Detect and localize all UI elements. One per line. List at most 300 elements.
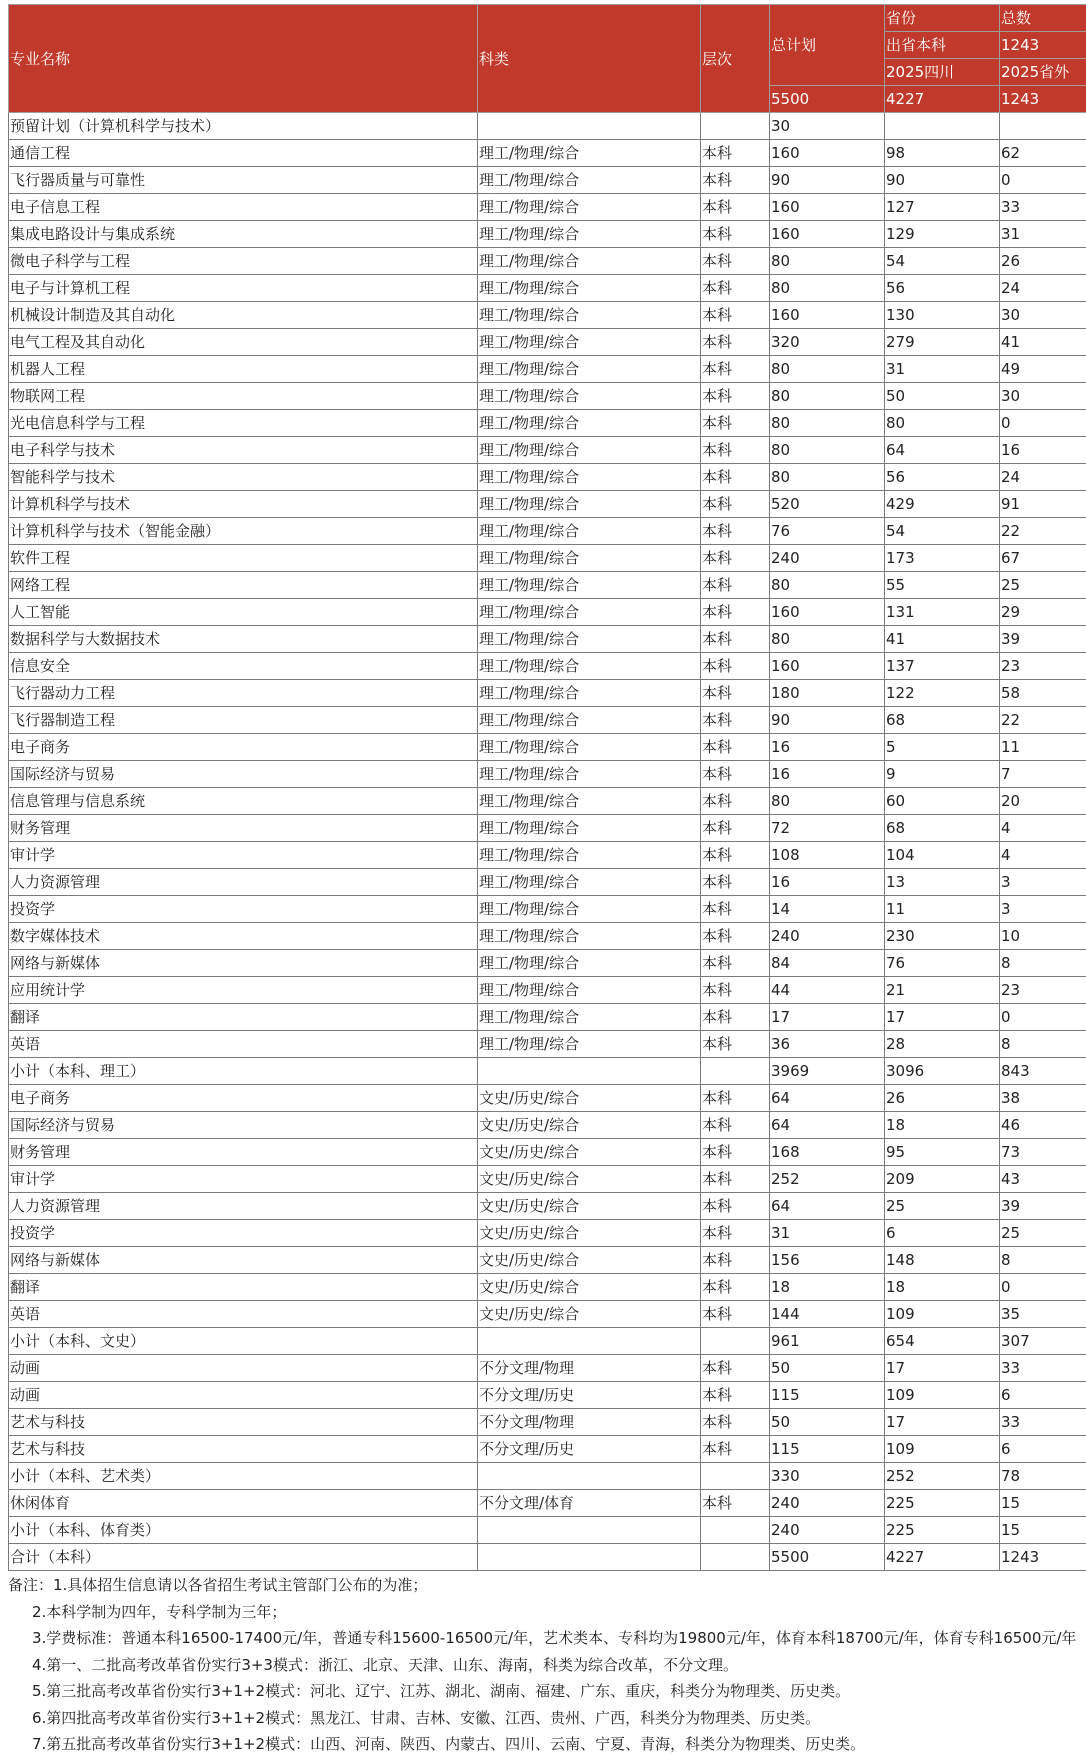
level-cell xyxy=(701,1058,770,1085)
outside-cell: 30 xyxy=(1000,302,1086,329)
table-row xyxy=(9,1463,1086,1490)
category-cell xyxy=(478,1463,701,1490)
category-cell: 不分文理/历史 xyxy=(478,1436,701,1463)
outside-cell: 0 xyxy=(1000,1004,1086,1031)
category-cell xyxy=(478,1544,701,1571)
level-cell: 本科 xyxy=(701,950,770,977)
major-name-cell: 翻译 xyxy=(9,1004,478,1031)
outside-cell: 16 xyxy=(1000,437,1086,464)
category-cell xyxy=(478,1058,701,1085)
outside-cell: 26 xyxy=(1000,248,1086,275)
sichuan-cell: 429 xyxy=(885,491,1000,518)
sichuan-cell: 90 xyxy=(885,167,1000,194)
table-row xyxy=(9,302,1086,329)
total-plan-cell: 80 xyxy=(770,626,885,653)
sichuan-cell: 4227 xyxy=(885,1544,1000,1571)
table-row xyxy=(9,113,1086,140)
outside-cell: 25 xyxy=(1000,572,1086,599)
sichuan-cell: 6 xyxy=(885,1220,1000,1247)
total-plan-cell: 17 xyxy=(770,1004,885,1031)
total-plan-cell: 80 xyxy=(770,572,885,599)
table-row xyxy=(9,1247,1086,1274)
outside-cell: 33 xyxy=(1000,1355,1086,1382)
outside-cell: 0 xyxy=(1000,1274,1086,1301)
major-name-cell: 集成电路设计与集成系统 xyxy=(9,221,478,248)
sichuan-cell: 131 xyxy=(885,599,1000,626)
note-line: 3.学费标准：普通本科16500-17400元/年，普通专科15600-16500元/年，艺术类本、专科均为19800元/年，体育本科18700元/年，体育专科16500元/年 xyxy=(8,1625,1086,1652)
category-cell: 不分文理/历史 xyxy=(478,1382,701,1409)
category-cell: 不分文理/体育 xyxy=(478,1490,701,1517)
category-cell: 理工/物理/综合 xyxy=(478,707,701,734)
table-row xyxy=(9,761,1086,788)
sichuan-cell: 54 xyxy=(885,248,1000,275)
header-sichuan-total: 4227 xyxy=(885,86,1000,113)
header-total-count: 总数 xyxy=(1000,5,1086,32)
sichuan-cell: 9 xyxy=(885,761,1000,788)
level-cell: 本科 xyxy=(701,356,770,383)
total-plan-cell: 144 xyxy=(770,1301,885,1328)
total-plan-cell: 30 xyxy=(770,113,885,140)
major-name-cell: 英语 xyxy=(9,1301,478,1328)
major-name-cell: 预留计划（计算机科学与技术） xyxy=(9,113,478,140)
outside-cell: 7 xyxy=(1000,761,1086,788)
outside-cell: 49 xyxy=(1000,356,1086,383)
enrollment-table xyxy=(8,4,1086,1571)
major-name-cell: 电子商务 xyxy=(9,734,478,761)
category-cell: 理工/物理/综合 xyxy=(478,653,701,680)
table-row xyxy=(9,1085,1086,1112)
total-plan-cell: 252 xyxy=(770,1166,885,1193)
category-cell: 理工/物理/综合 xyxy=(478,248,701,275)
category-cell: 理工/物理/综合 xyxy=(478,518,701,545)
total-plan-cell: 961 xyxy=(770,1328,885,1355)
total-plan-cell: 18 xyxy=(770,1274,885,1301)
sichuan-cell: 25 xyxy=(885,1193,1000,1220)
total-plan-cell: 64 xyxy=(770,1112,885,1139)
sichuan-cell: 3096 xyxy=(885,1058,1000,1085)
major-name-cell: 电子与计算机工程 xyxy=(9,275,478,302)
outside-cell: 15 xyxy=(1000,1490,1086,1517)
table-row xyxy=(9,977,1086,1004)
sichuan-cell: 279 xyxy=(885,329,1000,356)
category-cell: 理工/物理/综合 xyxy=(478,896,701,923)
outside-cell: 20 xyxy=(1000,788,1086,815)
major-name-cell: 计算机科学与技术 xyxy=(9,491,478,518)
level-cell: 本科 xyxy=(701,977,770,1004)
level-cell: 本科 xyxy=(701,545,770,572)
outside-cell: 0 xyxy=(1000,410,1086,437)
sichuan-cell: 18 xyxy=(885,1274,1000,1301)
level-cell: 本科 xyxy=(701,329,770,356)
sichuan-cell: 68 xyxy=(885,707,1000,734)
sichuan-cell: 252 xyxy=(885,1463,1000,1490)
category-cell xyxy=(478,1328,701,1355)
sichuan-cell: 64 xyxy=(885,437,1000,464)
level-cell: 本科 xyxy=(701,815,770,842)
major-name-cell: 电子科学与技术 xyxy=(9,437,478,464)
sichuan-cell: 225 xyxy=(885,1490,1000,1517)
category-cell: 理工/物理/综合 xyxy=(478,869,701,896)
sichuan-cell: 109 xyxy=(885,1301,1000,1328)
category-cell: 理工/物理/综合 xyxy=(478,842,701,869)
header-category: 科类 xyxy=(478,5,701,113)
level-cell: 本科 xyxy=(701,1436,770,1463)
category-cell: 理工/物理/综合 xyxy=(478,1031,701,1058)
header-sichuan: 2025四川 xyxy=(885,59,1000,86)
table-row xyxy=(9,1031,1086,1058)
sichuan-cell: 95 xyxy=(885,1139,1000,1166)
major-name-cell: 飞行器制造工程 xyxy=(9,707,478,734)
total-plan-cell: 115 xyxy=(770,1436,885,1463)
level-cell: 本科 xyxy=(701,842,770,869)
table-row xyxy=(9,194,1086,221)
table-row xyxy=(9,1436,1086,1463)
level-cell: 本科 xyxy=(701,923,770,950)
header-grand-total: 5500 xyxy=(770,86,885,113)
note-line: 6.第四批高考改革省份实行3+1+2模式：黑龙江、甘肃、吉林、安徽、江西、贵州、广西，科类分为物理类、历史类。 xyxy=(8,1705,1086,1732)
table-row xyxy=(9,950,1086,977)
major-name-cell: 艺术与科技 xyxy=(9,1409,478,1436)
sichuan-cell: 122 xyxy=(885,680,1000,707)
level-cell xyxy=(701,113,770,140)
level-cell: 本科 xyxy=(701,707,770,734)
outside-cell: 22 xyxy=(1000,707,1086,734)
total-plan-cell: 240 xyxy=(770,1490,885,1517)
major-name-cell: 小计（本科、体育类） xyxy=(9,1517,478,1544)
total-plan-cell: 16 xyxy=(770,734,885,761)
level-cell: 本科 xyxy=(701,572,770,599)
table-row xyxy=(9,599,1086,626)
outside-cell: 23 xyxy=(1000,653,1086,680)
total-plan-cell: 168 xyxy=(770,1139,885,1166)
major-name-cell: 应用统计学 xyxy=(9,977,478,1004)
category-cell: 文史/历史/综合 xyxy=(478,1193,701,1220)
sichuan-cell: 5 xyxy=(885,734,1000,761)
total-plan-cell: 80 xyxy=(770,788,885,815)
outside-cell: 78 xyxy=(1000,1463,1086,1490)
outside-cell: 33 xyxy=(1000,1409,1086,1436)
category-cell: 理工/物理/综合 xyxy=(478,734,701,761)
sichuan-cell: 98 xyxy=(885,140,1000,167)
category-cell: 理工/物理/综合 xyxy=(478,329,701,356)
level-cell: 本科 xyxy=(701,437,770,464)
level-cell: 本科 xyxy=(701,518,770,545)
sichuan-cell: 130 xyxy=(885,302,1000,329)
sichuan-cell: 50 xyxy=(885,383,1000,410)
outside-cell: 46 xyxy=(1000,1112,1086,1139)
table-row xyxy=(9,707,1086,734)
level-cell: 本科 xyxy=(701,1247,770,1274)
major-name-cell: 网络与新媒体 xyxy=(9,950,478,977)
table-row xyxy=(9,248,1086,275)
total-plan-cell: 156 xyxy=(770,1247,885,1274)
level-cell: 本科 xyxy=(701,1490,770,1517)
header-total-plan: 总计划 xyxy=(770,5,885,86)
outside-cell: 35 xyxy=(1000,1301,1086,1328)
level-cell: 本科 xyxy=(701,1355,770,1382)
total-plan-cell: 80 xyxy=(770,356,885,383)
header-row-1 xyxy=(9,5,1086,32)
sichuan-cell: 26 xyxy=(885,1085,1000,1112)
total-plan-cell: 31 xyxy=(770,1220,885,1247)
major-name-cell: 艺术与科技 xyxy=(9,1436,478,1463)
total-plan-cell: 80 xyxy=(770,248,885,275)
major-name-cell: 国际经济与贸易 xyxy=(9,761,478,788)
table-row xyxy=(9,1301,1086,1328)
table-row xyxy=(9,1544,1086,1571)
table-row xyxy=(9,437,1086,464)
total-plan-cell: 80 xyxy=(770,383,885,410)
category-cell: 文史/历史/综合 xyxy=(478,1085,701,1112)
sichuan-cell: 41 xyxy=(885,626,1000,653)
outside-cell: 39 xyxy=(1000,1193,1086,1220)
total-plan-cell: 80 xyxy=(770,275,885,302)
level-cell: 本科 xyxy=(701,464,770,491)
sichuan-cell: 28 xyxy=(885,1031,1000,1058)
level-cell: 本科 xyxy=(701,1382,770,1409)
outside-cell: 23 xyxy=(1000,977,1086,1004)
level-cell: 本科 xyxy=(701,1031,770,1058)
category-cell: 理工/物理/综合 xyxy=(478,599,701,626)
category-cell: 文史/历史/综合 xyxy=(478,1166,701,1193)
total-plan-cell: 320 xyxy=(770,329,885,356)
level-cell xyxy=(701,1328,770,1355)
table-row xyxy=(9,221,1086,248)
table-row xyxy=(9,680,1086,707)
total-plan-cell: 72 xyxy=(770,815,885,842)
category-cell: 理工/物理/综合 xyxy=(478,302,701,329)
total-plan-cell: 14 xyxy=(770,896,885,923)
total-plan-cell: 160 xyxy=(770,599,885,626)
table-row xyxy=(9,923,1086,950)
outside-cell: 3 xyxy=(1000,896,1086,923)
table-row xyxy=(9,626,1086,653)
major-name-cell: 投资学 xyxy=(9,1220,478,1247)
outside-cell: 33 xyxy=(1000,194,1086,221)
sichuan-cell: 56 xyxy=(885,464,1000,491)
category-cell: 理工/物理/综合 xyxy=(478,545,701,572)
table-row xyxy=(9,1058,1086,1085)
total-plan-cell: 108 xyxy=(770,842,885,869)
category-cell xyxy=(478,1517,701,1544)
sichuan-cell: 60 xyxy=(885,788,1000,815)
sichuan-cell: 109 xyxy=(885,1382,1000,1409)
major-name-cell: 计算机科学与技术（智能金融） xyxy=(9,518,478,545)
table-row xyxy=(9,842,1086,869)
sichuan-cell: 104 xyxy=(885,842,1000,869)
sichuan-cell: 129 xyxy=(885,221,1000,248)
major-name-cell: 财务管理 xyxy=(9,815,478,842)
outside-cell: 15 xyxy=(1000,1517,1086,1544)
major-name-cell: 光电信息科学与工程 xyxy=(9,410,478,437)
level-cell: 本科 xyxy=(701,1274,770,1301)
level-cell: 本科 xyxy=(701,1409,770,1436)
table-row xyxy=(9,788,1086,815)
total-plan-cell: 5500 xyxy=(770,1544,885,1571)
level-cell xyxy=(701,1544,770,1571)
total-plan-cell: 330 xyxy=(770,1463,885,1490)
outside-cell: 10 xyxy=(1000,923,1086,950)
level-cell xyxy=(701,1463,770,1490)
category-cell: 不分文理/物理 xyxy=(478,1355,701,1382)
sichuan-cell: 148 xyxy=(885,1247,1000,1274)
total-plan-cell: 50 xyxy=(770,1355,885,1382)
table-row xyxy=(9,1274,1086,1301)
category-cell: 理工/物理/综合 xyxy=(478,815,701,842)
outside-cell: 91 xyxy=(1000,491,1086,518)
table-row xyxy=(9,1139,1086,1166)
table-row xyxy=(9,491,1086,518)
major-name-cell: 动画 xyxy=(9,1382,478,1409)
header-out-province-undergrad: 出省本科 xyxy=(885,32,1000,59)
level-cell: 本科 xyxy=(701,140,770,167)
category-cell: 文史/历史/综合 xyxy=(478,1220,701,1247)
major-name-cell: 机械设计制造及其自动化 xyxy=(9,302,478,329)
level-cell: 本科 xyxy=(701,599,770,626)
table-row xyxy=(9,1166,1086,1193)
outside-cell: 29 xyxy=(1000,599,1086,626)
major-name-cell: 审计学 xyxy=(9,842,478,869)
total-plan-cell: 160 xyxy=(770,302,885,329)
sichuan-cell: 127 xyxy=(885,194,1000,221)
category-cell: 理工/物理/综合 xyxy=(478,464,701,491)
total-plan-cell: 240 xyxy=(770,1517,885,1544)
outside-cell: 11 xyxy=(1000,734,1086,761)
outside-cell: 4 xyxy=(1000,842,1086,869)
level-cell: 本科 xyxy=(701,248,770,275)
major-name-cell: 网络工程 xyxy=(9,572,478,599)
major-name-cell: 英语 xyxy=(9,1031,478,1058)
major-name-cell: 合计（本科） xyxy=(9,1544,478,1571)
total-plan-cell: 160 xyxy=(770,140,885,167)
table-row xyxy=(9,383,1086,410)
major-name-cell: 机器人工程 xyxy=(9,356,478,383)
sichuan-cell: 56 xyxy=(885,275,1000,302)
outside-cell xyxy=(1000,113,1086,140)
category-cell: 理工/物理/综合 xyxy=(478,977,701,1004)
total-plan-cell: 180 xyxy=(770,680,885,707)
total-plan-cell: 240 xyxy=(770,545,885,572)
total-plan-cell: 44 xyxy=(770,977,885,1004)
major-name-cell: 飞行器质量与可靠性 xyxy=(9,167,478,194)
note-line: 7.第五批高考改革省份实行3+1+2模式：山西、河南、陕西、内蒙古、四川、云南、宁夏、青海，科类分为物理类、历史类。 xyxy=(8,1731,1086,1758)
outside-cell: 24 xyxy=(1000,275,1086,302)
major-name-cell: 财务管理 xyxy=(9,1139,478,1166)
sichuan-cell: 11 xyxy=(885,896,1000,923)
category-cell: 理工/物理/综合 xyxy=(478,410,701,437)
table-row xyxy=(9,1328,1086,1355)
sichuan-cell: 68 xyxy=(885,815,1000,842)
table-row xyxy=(9,1220,1086,1247)
sichuan-cell: 17 xyxy=(885,1355,1000,1382)
category-cell: 文史/历史/综合 xyxy=(478,1274,701,1301)
level-cell: 本科 xyxy=(701,1139,770,1166)
table-row xyxy=(9,329,1086,356)
major-name-cell: 人工智能 xyxy=(9,599,478,626)
sichuan-cell: 31 xyxy=(885,356,1000,383)
category-cell: 理工/物理/综合 xyxy=(478,437,701,464)
level-cell: 本科 xyxy=(701,1112,770,1139)
sichuan-cell: 80 xyxy=(885,410,1000,437)
major-name-cell: 信息管理与信息系统 xyxy=(9,788,478,815)
major-name-cell: 通信工程 xyxy=(9,140,478,167)
outside-cell: 22 xyxy=(1000,518,1086,545)
major-name-cell: 动画 xyxy=(9,1355,478,1382)
level-cell: 本科 xyxy=(701,734,770,761)
header-major-name: 专业名称 xyxy=(9,5,478,113)
category-cell: 理工/物理/综合 xyxy=(478,491,701,518)
table-row xyxy=(9,1112,1086,1139)
major-name-cell: 人力资源管理 xyxy=(9,869,478,896)
note-line: 备注：1.具体招生信息请以各省招生考试主管部门公布的为准； xyxy=(8,1572,1086,1599)
total-plan-cell: 160 xyxy=(770,194,885,221)
total-plan-cell: 76 xyxy=(770,518,885,545)
enrollment-sheet xyxy=(8,4,1086,1571)
sichuan-cell: 109 xyxy=(885,1436,1000,1463)
category-cell: 理工/物理/综合 xyxy=(478,194,701,221)
major-name-cell: 软件工程 xyxy=(9,545,478,572)
category-cell: 理工/物理/综合 xyxy=(478,140,701,167)
level-cell: 本科 xyxy=(701,302,770,329)
major-name-cell: 小计（本科、文史） xyxy=(9,1328,478,1355)
outside-cell: 39 xyxy=(1000,626,1086,653)
outside-cell: 43 xyxy=(1000,1166,1086,1193)
major-name-cell: 物联网工程 xyxy=(9,383,478,410)
category-cell: 理工/物理/综合 xyxy=(478,356,701,383)
major-name-cell: 电子信息工程 xyxy=(9,194,478,221)
total-plan-cell: 16 xyxy=(770,761,885,788)
table-row xyxy=(9,1355,1086,1382)
outside-cell: 73 xyxy=(1000,1139,1086,1166)
table-row xyxy=(9,410,1086,437)
category-cell: 理工/物理/综合 xyxy=(478,950,701,977)
total-plan-cell: 520 xyxy=(770,491,885,518)
header-outside-total: 1243 xyxy=(1000,86,1086,113)
total-plan-cell: 240 xyxy=(770,923,885,950)
table-row xyxy=(9,545,1086,572)
notes-block xyxy=(8,1572,1086,1758)
level-cell: 本科 xyxy=(701,167,770,194)
outside-cell: 3 xyxy=(1000,869,1086,896)
table-row xyxy=(9,464,1086,491)
major-name-cell: 飞行器动力工程 xyxy=(9,680,478,707)
category-cell: 理工/物理/综合 xyxy=(478,1004,701,1031)
major-name-cell: 电气工程及其自动化 xyxy=(9,329,478,356)
major-name-cell: 信息安全 xyxy=(9,653,478,680)
major-name-cell: 数字媒体技术 xyxy=(9,923,478,950)
total-plan-cell: 80 xyxy=(770,464,885,491)
level-cell: 本科 xyxy=(701,1301,770,1328)
major-name-cell: 翻译 xyxy=(9,1274,478,1301)
level-cell: 本科 xyxy=(701,491,770,518)
outside-cell: 31 xyxy=(1000,221,1086,248)
major-name-cell: 国际经济与贸易 xyxy=(9,1112,478,1139)
sichuan-cell: 76 xyxy=(885,950,1000,977)
outside-cell: 30 xyxy=(1000,383,1086,410)
category-cell: 文史/历史/综合 xyxy=(478,1301,701,1328)
total-plan-cell: 160 xyxy=(770,653,885,680)
outside-cell: 25 xyxy=(1000,1220,1086,1247)
total-plan-cell: 90 xyxy=(770,707,885,734)
level-cell: 本科 xyxy=(701,1220,770,1247)
level-cell: 本科 xyxy=(701,221,770,248)
category-cell: 文史/历史/综合 xyxy=(478,1112,701,1139)
level-cell: 本科 xyxy=(701,1193,770,1220)
level-cell: 本科 xyxy=(701,896,770,923)
sichuan-cell: 13 xyxy=(885,869,1000,896)
outside-cell: 67 xyxy=(1000,545,1086,572)
level-cell xyxy=(701,1517,770,1544)
